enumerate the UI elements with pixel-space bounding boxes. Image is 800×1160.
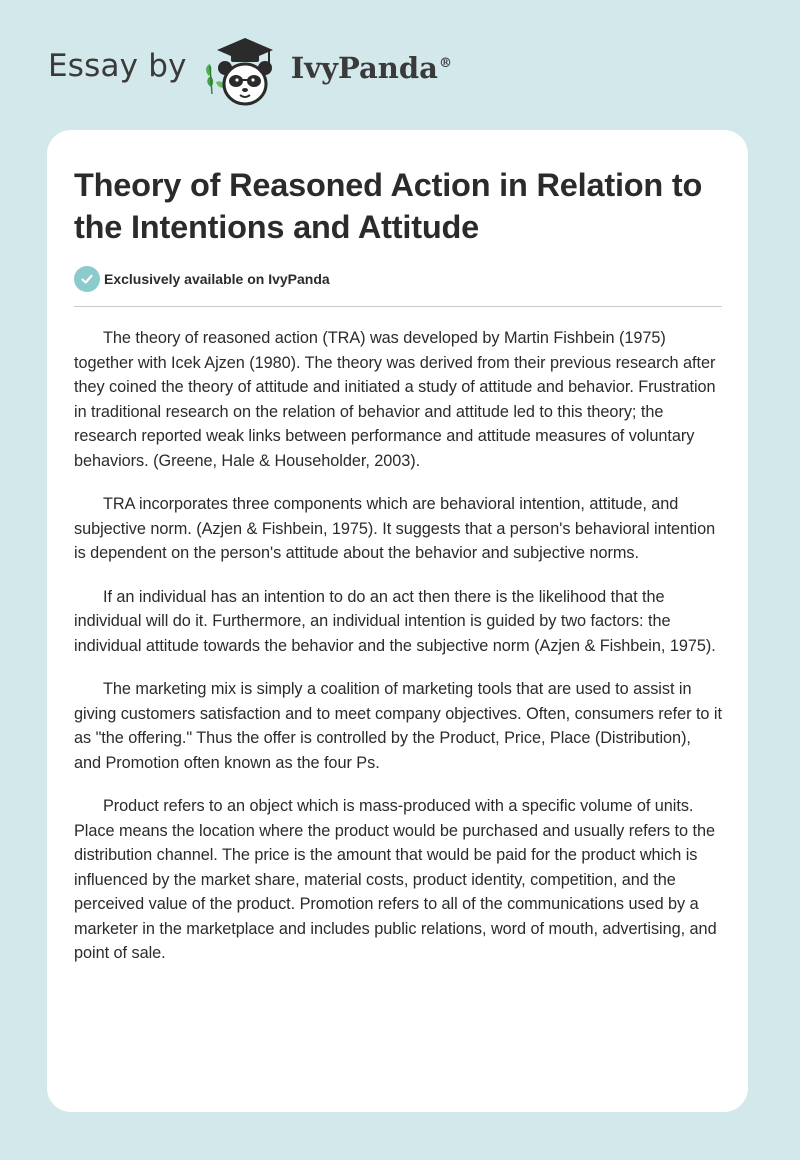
badge-text: Exclusively available on IvyPanda (104, 271, 330, 287)
paragraph: TRA incorporates three components which are behavioral intention, attitude, and subjective norm. (Azjen & Fishbein, 1975). It suggests that a person's behavioral intention is dependent on the person's attitude about the behavior and subjective norms. (74, 495, 716, 562)
paragraph: If an individual has an intention to do an act then there is the likelihood that the individual will do it. Furthermore, an individual intention is guided by two factors: the individual attitude towards the behavior and the subjective norm (Azjen & Fishbein, 1975). (74, 587, 716, 655)
paragraph: The theory of reasoned action (TRA) was developed by Martin Fishbein (1975) together with Icek Ajzen (1980). The theory was derived from their previous research after they coined the theory of attitude and initiated a study of attitude and behavior. Frustration in traditional research on the relation of behavior and attitude led to this theory; the research reported weak links between performance and attitude measures of voluntary behaviors. (Greene, Hale & Householder, 2003). (74, 329, 716, 470)
page-title: Theory of Reasoned Action in Relation to the Intentions and Attitude (74, 167, 703, 245)
exclusive-badge (74, 264, 722, 294)
registered-mark: ® (438, 56, 452, 72)
essay-by-label: Essay by (48, 48, 187, 84)
essay-card (47, 130, 748, 1112)
brand-name: IvyPanda® (290, 51, 452, 85)
paragraph: Product refers to an object which is mass-produced with a specific volume of units. Place means the location where the product would be purchased and usually refers to the distribution channel. The price is the amount that would be paid for the product which is influenced by the market share, material costs, product identity, competition, and the perceived value of the product. Promotion refers to all of the communications used by a marketer in the marketplace and includes public relations, word of mouth, advertising, and point of sale. (74, 797, 717, 962)
divider (74, 306, 722, 307)
brand-header (48, 32, 452, 112)
paragraph: The marketing mix is simply a coalition of marketing tools that are used to assist in giving customers satisfaction and to meet company objectives. Often, consumers refer to it as "the offering." Thus the offer is controlled by the Product, Price, Place (Distribution), and Promotion often known as the four Ps. (74, 680, 722, 772)
essay-body (74, 326, 722, 966)
check-icon (74, 266, 100, 292)
panda-graduate-icon (203, 32, 283, 112)
